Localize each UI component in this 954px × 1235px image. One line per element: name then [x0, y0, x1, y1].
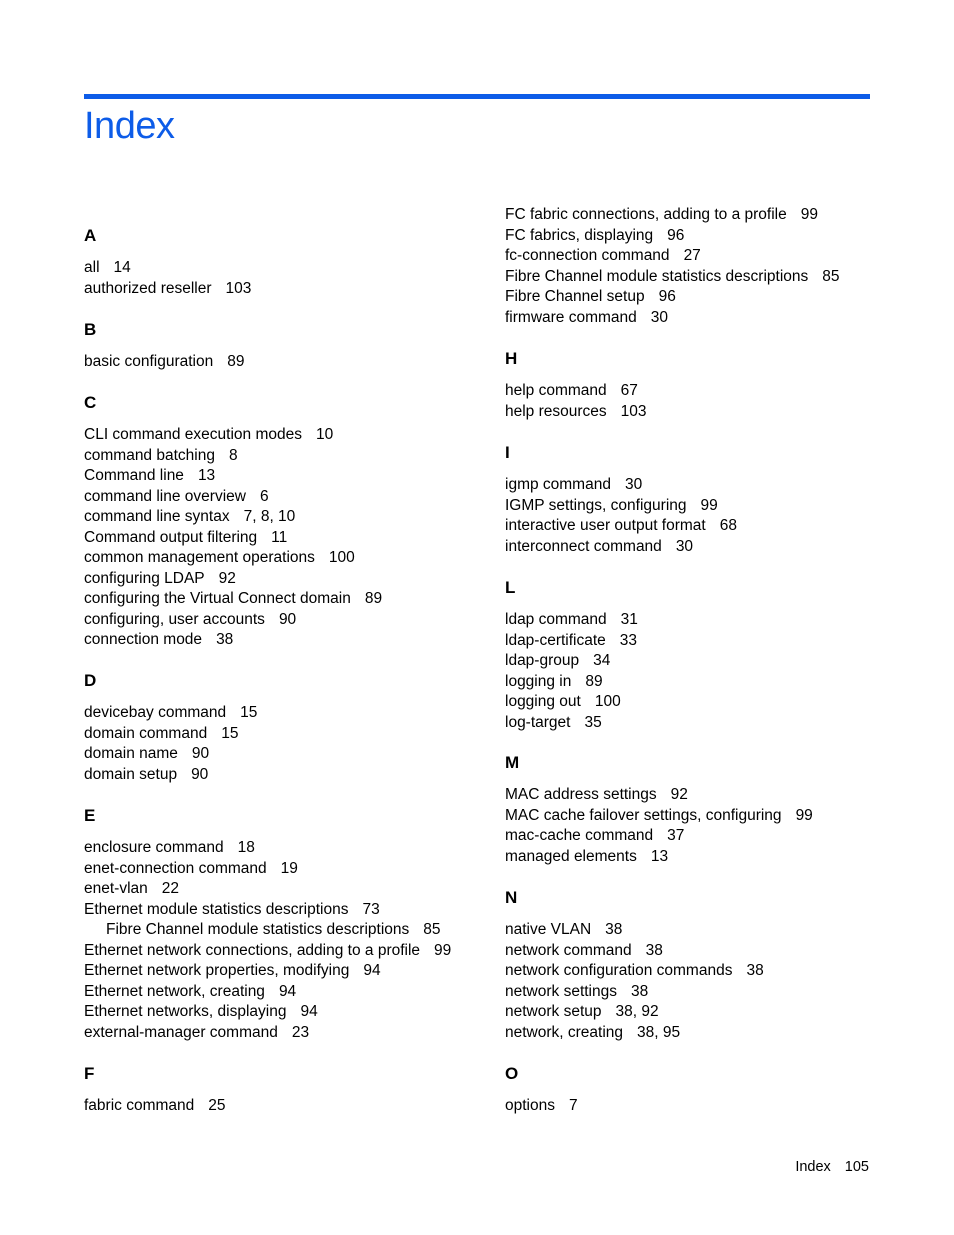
index-page-ref[interactable]: 30 [675, 537, 694, 555]
index-page-ref[interactable]: 34 [593, 652, 611, 669]
index-page-ref[interactable]: 38 [746, 962, 764, 979]
index-page-ref[interactable]: 7, 8, 10 [243, 508, 296, 525]
index-entry [84, 279, 251, 300]
index-entry [84, 859, 298, 880]
index-term: ldap-group [505, 652, 580, 669]
index-term: logging in [505, 672, 572, 690]
index-page-ref[interactable]: 94 [363, 962, 381, 979]
index-page-ref[interactable]: 38 [605, 921, 623, 938]
index-term: Ethernet network connections, adding to a profile [84, 941, 421, 959]
index-entry [505, 308, 668, 329]
index-page-ref[interactable]: 33 [619, 631, 638, 649]
index-term: MAC address settings [505, 786, 657, 803]
index-term: external-manager command [84, 1023, 278, 1041]
index-page-ref[interactable]: 19 [280, 859, 298, 877]
index-entry [84, 548, 355, 569]
index-page-ref[interactable]: 8 [228, 446, 238, 464]
index-entry [505, 692, 621, 713]
index-entry [505, 287, 676, 308]
index-term: network command [505, 941, 632, 959]
index-term: FC fabric connections, adding to a profile [505, 206, 787, 223]
index-term: domain name [84, 745, 178, 762]
index-page-ref[interactable]: 13 [650, 847, 669, 865]
index-term: domain command [84, 724, 208, 742]
index-entry [84, 1096, 226, 1117]
index-entry [505, 381, 638, 402]
index-term: common management operations [84, 549, 315, 566]
index-page-ref[interactable]: 7 [568, 1097, 578, 1114]
index-page-ref[interactable]: 38 [216, 631, 234, 648]
index-entry [84, 941, 451, 962]
index-letter-b: B [84, 320, 97, 339]
index-term: fabric command [84, 1097, 195, 1114]
index-entry [106, 920, 441, 941]
footer-page-number: 105 [844, 1159, 869, 1175]
index-page-ref[interactable]: 68 [719, 517, 737, 534]
index-term: configuring LDAP [84, 569, 205, 587]
index-entry [505, 402, 647, 423]
index-term: all [84, 259, 100, 276]
index-letter-f: F [84, 1064, 95, 1083]
index-page-ref[interactable]: 89 [364, 590, 383, 607]
index-page-ref[interactable]: 85 [423, 921, 441, 938]
index-term: command batching [84, 446, 215, 464]
index-entry [84, 765, 208, 786]
index-term: interactive user output format [505, 517, 706, 534]
index-term: Command line [84, 467, 184, 484]
index-page-ref[interactable]: 73 [362, 900, 380, 918]
index-term: command line overview [84, 487, 246, 505]
index-entry [84, 1023, 309, 1044]
index-term: igmp command [505, 476, 611, 493]
index-page-ref[interactable]: 13 [197, 467, 216, 484]
index-term: mac-cache command [505, 827, 654, 844]
index-page-ref[interactable]: 35 [584, 713, 602, 731]
index-term: enet-connection command [84, 859, 267, 877]
index-page-ref[interactable]: 38 [631, 982, 649, 1000]
index-entry [84, 610, 296, 631]
index-term: ldap command [505, 611, 607, 628]
index-entry [84, 703, 257, 724]
index-term: options [505, 1097, 555, 1114]
index-letter-l: L [505, 578, 516, 597]
index-term: Command output filtering [84, 528, 258, 546]
index-entry [84, 258, 131, 279]
index-page-ref[interactable]: 38, 92 [615, 1003, 659, 1020]
index-term: basic configuration [84, 353, 214, 370]
index-page-ref[interactable]: 100 [328, 549, 355, 566]
index-entry [505, 651, 610, 672]
index-letter-d: D [84, 671, 97, 690]
index-term: Ethernet network, creating [84, 982, 265, 1000]
index-letter-o: O [505, 1064, 519, 1083]
index-entry [84, 961, 381, 982]
index-letter-c: C [84, 393, 97, 412]
index-term: fc-connection command [505, 247, 670, 264]
index-entry [505, 631, 637, 652]
index-term: Fibre Channel setup [505, 288, 645, 305]
index-term: network, creating [505, 1023, 624, 1041]
index-page-ref[interactable]: 85 [822, 267, 840, 285]
index-entry [505, 806, 813, 827]
index-entry [84, 507, 295, 528]
index-page-ref[interactable]: 37 [667, 827, 685, 844]
index-term: enclosure command [84, 839, 224, 856]
index-entry [84, 528, 287, 549]
index-entry [505, 982, 648, 1003]
index-page-ref[interactable]: 89 [585, 672, 603, 690]
index-term: help command [505, 382, 607, 399]
index-term: MAC cache failover settings, configuring [505, 806, 782, 824]
index-page-ref[interactable]: 11 [271, 528, 288, 546]
index-term: enet-vlan [84, 880, 148, 897]
index-page-ref[interactable]: 99 [700, 496, 718, 514]
index-term: log-target [505, 713, 571, 731]
index-term: network setup [505, 1003, 602, 1020]
index-page-ref[interactable]: 31 [620, 611, 638, 628]
index-page-ref[interactable]: 30 [650, 308, 669, 326]
index-term: command line syntax [84, 508, 230, 525]
index-page-ref[interactable]: 15 [240, 704, 258, 721]
index-entry [84, 744, 209, 765]
index-page-ref[interactable]: 94 [278, 982, 297, 1000]
title-rule [84, 94, 870, 99]
footer-section: Index [795, 1159, 831, 1175]
index-entry [84, 982, 296, 1003]
index-page-ref[interactable]: 92 [218, 569, 236, 587]
index-entry [505, 516, 737, 537]
index-entry [505, 713, 602, 734]
index-entry [505, 920, 622, 941]
index-entry [84, 589, 382, 610]
index-letter-a: A [84, 226, 97, 245]
index-term: Fibre Channel module statistics descriptions [505, 267, 809, 285]
index-letter-i: I [505, 443, 510, 462]
index-entry [84, 487, 269, 508]
index-term: Ethernet networks, displaying [84, 1003, 287, 1020]
index-entry [84, 630, 233, 651]
index-term: domain setup [84, 765, 178, 783]
index-entry [84, 446, 238, 467]
index-entry [505, 672, 603, 693]
index-letter-h: H [505, 349, 518, 368]
index-term: authorized reseller [84, 279, 212, 297]
index-entry [505, 941, 663, 962]
index-term: network settings [505, 982, 617, 1000]
index-term: Ethernet module statistics descriptions [84, 900, 349, 918]
index-page-ref[interactable]: 90 [191, 745, 210, 762]
index-page-ref[interactable]: 94 [300, 1003, 318, 1020]
index-entry [505, 267, 840, 288]
index-term: FC fabrics, displaying [505, 226, 654, 244]
index-entry [84, 838, 255, 859]
index-entry [505, 475, 642, 496]
index-page-ref[interactable]: 103 [620, 402, 647, 420]
index-entry [505, 205, 818, 226]
index-entry [505, 826, 684, 847]
index-term: ldap-certificate [505, 631, 606, 649]
index-entry [505, 610, 638, 631]
index-page-ref[interactable]: 90 [278, 610, 297, 628]
index-page-ref[interactable]: 22 [161, 880, 180, 897]
index-term: Ethernet network properties, modifying [84, 962, 350, 979]
index-page-ref[interactable]: 99 [800, 206, 818, 223]
index-term: Fibre Channel module statistics descriptions [106, 921, 410, 938]
index-page-ref[interactable]: 38 [645, 941, 663, 959]
index-letter-e: E [84, 806, 96, 825]
index-entry [505, 785, 688, 806]
index-page-ref[interactable]: 103 [225, 279, 252, 297]
index-letter-n: N [505, 888, 518, 907]
index-page-ref[interactable]: 14 [113, 259, 131, 276]
index-page-ref[interactable]: 100 [594, 693, 621, 710]
index-term: CLI command execution modes [84, 426, 302, 443]
page-footer [795, 1158, 869, 1176]
index-term: IGMP settings, configuring [505, 496, 687, 514]
index-entry [84, 1002, 318, 1023]
index-term: help resources [505, 402, 607, 420]
index-page-ref[interactable]: 15 [221, 724, 239, 742]
page-title: Index [84, 105, 175, 147]
index-letter-m: M [505, 753, 520, 772]
index-page-ref[interactable]: 99 [434, 941, 452, 959]
index-page-ref[interactable]: 27 [683, 247, 701, 264]
index-entry [84, 900, 380, 921]
index-page-ref[interactable]: 90 [191, 765, 209, 783]
index-page-ref[interactable]: 96 [667, 226, 685, 244]
index-entry [505, 1096, 578, 1117]
index-term: devicebay command [84, 704, 227, 721]
index-entry [84, 724, 238, 745]
index-entry [505, 961, 764, 982]
index-page-ref[interactable]: 99 [795, 806, 813, 824]
index-page-ref[interactable]: 67 [620, 382, 638, 399]
index-page-ref[interactable]: 25 [208, 1097, 226, 1114]
index-page-ref[interactable]: 23 [291, 1023, 310, 1041]
index-page-ref[interactable]: 38, 95 [637, 1023, 681, 1041]
index-entry [84, 425, 333, 446]
index-page-ref[interactable]: 96 [658, 288, 676, 305]
index-entry [505, 246, 701, 267]
index-entry [505, 226, 684, 247]
index-term: connection mode [84, 631, 203, 648]
index-term: logging out [505, 693, 581, 710]
index-entry [505, 847, 668, 868]
index-term: firmware command [505, 308, 637, 326]
index-term: network configuration commands [505, 962, 733, 979]
index-entry [84, 879, 179, 900]
index-page-ref[interactable]: 92 [670, 786, 688, 803]
index-entry [84, 466, 215, 487]
index-entry [505, 1023, 680, 1044]
index-page-ref[interactable]: 10 [315, 426, 334, 443]
index-term: configuring the Virtual Connect domain [84, 590, 351, 607]
index-term: interconnect command [505, 537, 662, 555]
index-term: configuring, user accounts [84, 610, 265, 628]
index-entry [84, 569, 236, 590]
index-entry [505, 537, 693, 558]
index-page-ref[interactable]: 89 [227, 353, 245, 370]
index-page-ref[interactable]: 18 [237, 839, 255, 856]
index-term: native VLAN [505, 921, 592, 938]
index-page-ref[interactable]: 30 [624, 476, 643, 493]
index-entry [505, 496, 718, 517]
index-term: managed elements [505, 847, 637, 865]
index-page-ref[interactable]: 6 [259, 487, 269, 505]
index-entry [505, 1002, 659, 1023]
index-entry [84, 352, 245, 373]
